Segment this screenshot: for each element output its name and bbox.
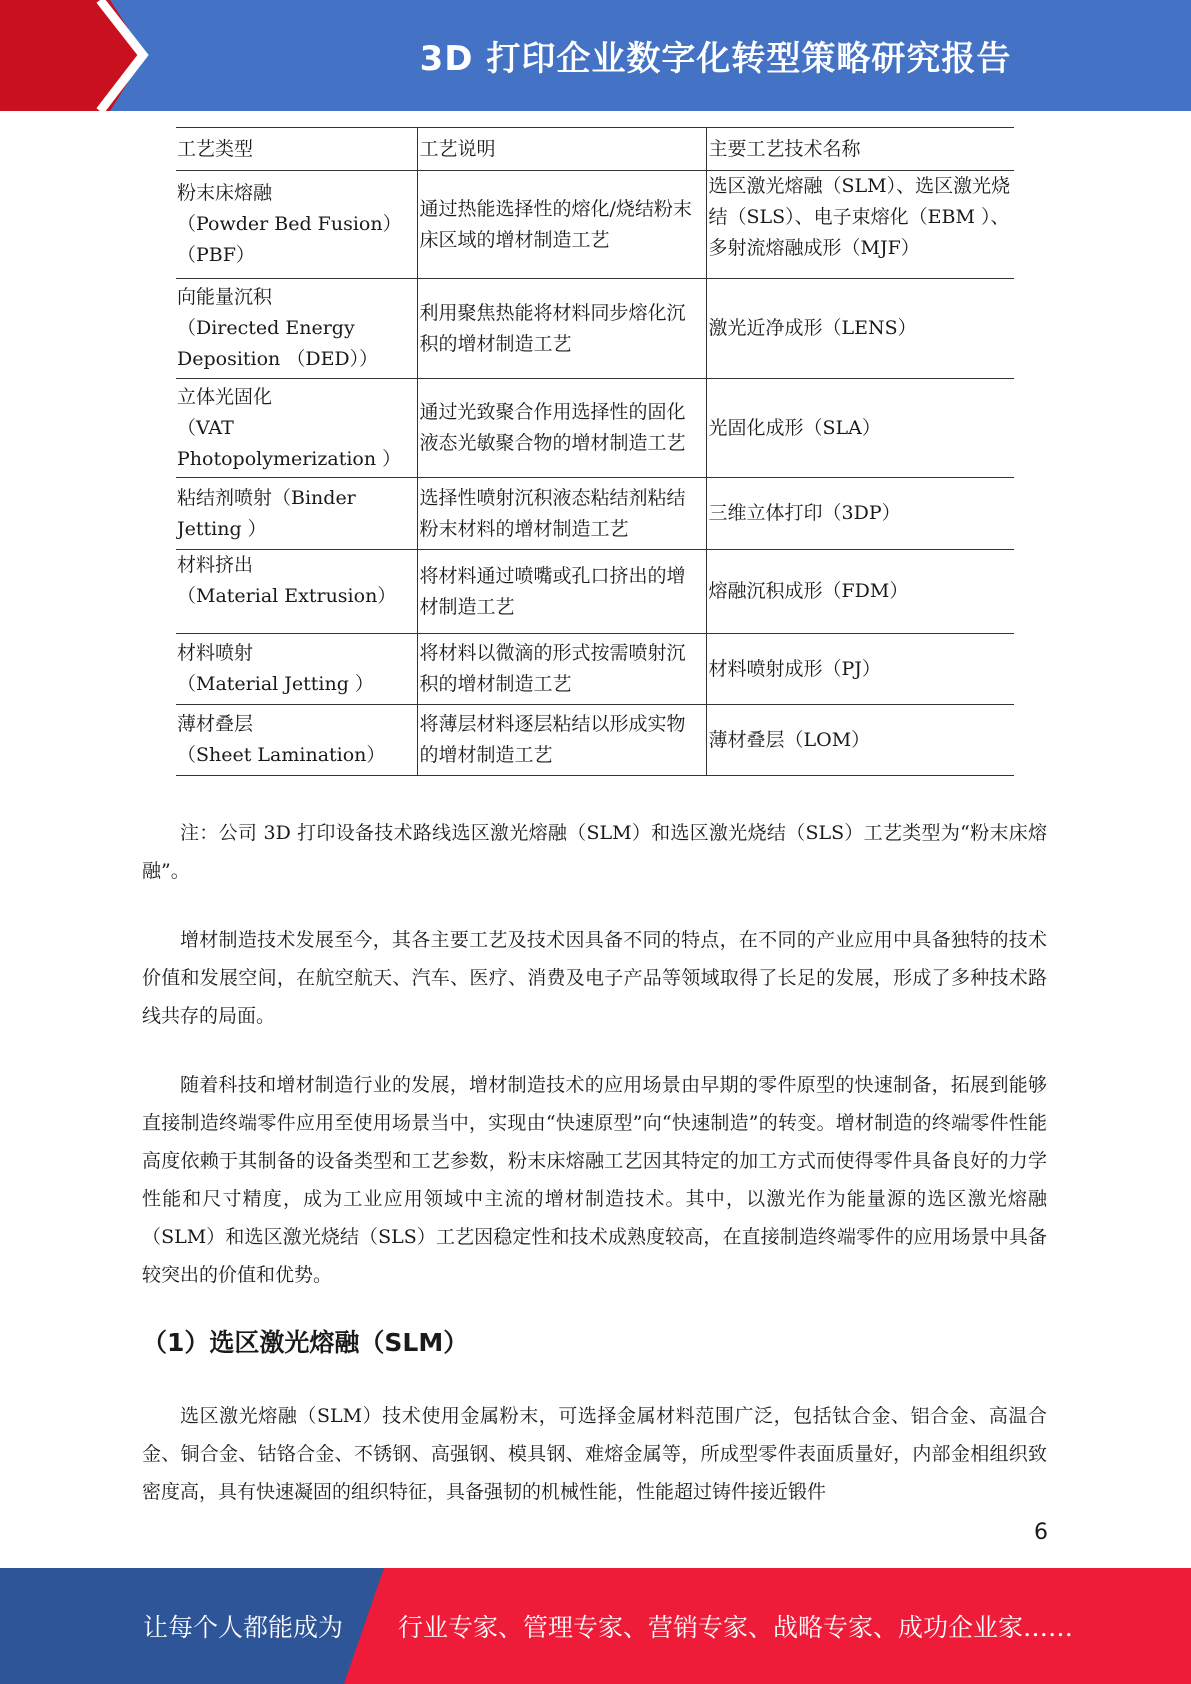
header-tech-names: 主要工艺技术名称 bbox=[706, 128, 1014, 171]
footer-slogan-right: 行业专家、管理专家、营销专家、战略专家、成功企业家…… bbox=[398, 1613, 1074, 1642]
table-row bbox=[176, 705, 1014, 776]
table-cell-type: 向能量沉积 （Directed Energy Deposition （DED）） bbox=[177, 286, 379, 370]
table-cell-tech: 激光近净成形（LENS） bbox=[708, 317, 917, 339]
table-cell-desc: 通过热能选择性的熔化/烧结粉末床区域的增材制造工艺 bbox=[419, 197, 692, 251]
body-paragraph: 随着科技和增材制造行业的发展，增材制造技术的应用场景由早期的零件原型的快速制备，拓展到能够直接制造终端零件应用至使用场景当中，实现由“快速原型”向“快速制造”的转变。增材制造的终端零件性能高度依赖于其制备的设备类型和工艺参数，粉末床熔融工艺因其特定的加工方式而使得零件具备良好的力学性能和尺寸精度，成为工业应用领域中主流的增材制造技术。其中，以激光作为能量源的选区激光熔融（SLM）和选区激光烧结（SLS）工艺因稳定性和技术成熟度较高，在直接制造终端零件的应用场景中具备较突出的价值和优势。 bbox=[142, 1074, 1047, 1286]
header-title: 3D 打印企业数字化转型策略研究报告 bbox=[419, 39, 1012, 79]
header-process-type: 工艺类型 bbox=[176, 128, 417, 171]
table-cell-tech: 薄材叠层（LOM） bbox=[708, 728, 871, 751]
table-cell-type: 粉末床熔融 （Powder Bed Fusion） （PBF） bbox=[177, 182, 402, 266]
table-row bbox=[176, 634, 1014, 705]
table-row bbox=[176, 279, 1014, 379]
body-paragraph: 增材制造技术发展至今，其各主要工艺及技术因具备不同的特点，在不同的产业应用中具备独特的技术价值和发展空间，在航空航天、汽车、医疗、消费及电子产品等领域取得了长足的发展，形成了多种技术路线共存的局面。 bbox=[142, 929, 1047, 1027]
page-footer bbox=[0, 1568, 1191, 1684]
page-header bbox=[0, 0, 1191, 111]
table-cell-tech: 选区激光熔融（SLM）、选区激光烧结（SLS）、电子束熔化（EBM ）、多射流熔融成形（MJF） bbox=[708, 175, 1011, 259]
table-cell-tech: 三维立体打印（3DP） bbox=[708, 502, 901, 524]
table-cell-type: 薄材叠层 （Sheet Lamination） bbox=[177, 713, 386, 766]
table-cell-tech: 熔融沉积成形（FDM） bbox=[708, 580, 909, 602]
table-cell-type: 材料喷射 （Material Jetting ） bbox=[177, 642, 374, 695]
table-cell-desc: 选择性喷射沉积液态粘结剂粘结粉末材料的增材制造工艺 bbox=[419, 486, 686, 540]
table-cell-tech: 光固化成形（SLA） bbox=[708, 416, 881, 439]
section-paragraph: 选区激光熔融（SLM）技术使用金属粉末，可选择金属材料范围广泛，包括钛合金、铝合金、高温合金、铜合金、钴铬合金、不锈钢、高强钢、模具钢、难熔金属等，所成型零件表面质量好，内部金相组织致密度高，具有快速凝固的组织特征，具备强韧的机械性能，性能超过铸件接近锻件 bbox=[142, 1405, 1047, 1503]
table-header-row bbox=[176, 128, 1014, 171]
table-cell-type: 粘结剂喷射（Binder Jetting ） bbox=[177, 486, 356, 540]
table-cell-desc: 将材料以微滴的形式按需喷射沉积的增材制造工艺 bbox=[419, 642, 686, 695]
footer-slogan-left: 让每个人都能成为 bbox=[143, 1613, 344, 1642]
table-row bbox=[176, 550, 1014, 634]
table-cell-desc: 将材料通过喷嘴或孔口挤出的增材制造工艺 bbox=[419, 564, 686, 618]
table-cell-desc: 将薄层材料逐层粘结以形成实物的增材制造工艺 bbox=[419, 713, 686, 766]
table-cell-desc: 通过光致聚合作用选择性的固化液态光敏聚合物的增材制造工艺 bbox=[419, 401, 686, 454]
process-table bbox=[176, 127, 1014, 776]
table-cell-type: 立体光固化 （VAT Photopolymerization ） bbox=[177, 385, 402, 470]
table-row bbox=[176, 171, 1014, 279]
header-process-desc: 工艺说明 bbox=[417, 128, 706, 171]
table-cell-type: 材料挤出 （Material Extrusion） bbox=[177, 554, 397, 607]
page-number: 6 bbox=[1034, 1520, 1048, 1545]
table-row bbox=[176, 478, 1014, 550]
section-heading: （1）选区激光熔融（SLM） bbox=[142, 1328, 469, 1357]
table-note: 注：公司 3D 打印设备技术路线选区激光熔融（SLM）和选区激光烧结（SLS）工艺类型为“粉末床熔融”。 bbox=[142, 822, 1047, 882]
table-cell-desc: 利用聚焦热能将材料同步熔化沉积的增材制造工艺 bbox=[419, 301, 686, 355]
table-row bbox=[176, 379, 1014, 478]
table-cell-tech: 材料喷射成形（PJ） bbox=[708, 657, 881, 680]
